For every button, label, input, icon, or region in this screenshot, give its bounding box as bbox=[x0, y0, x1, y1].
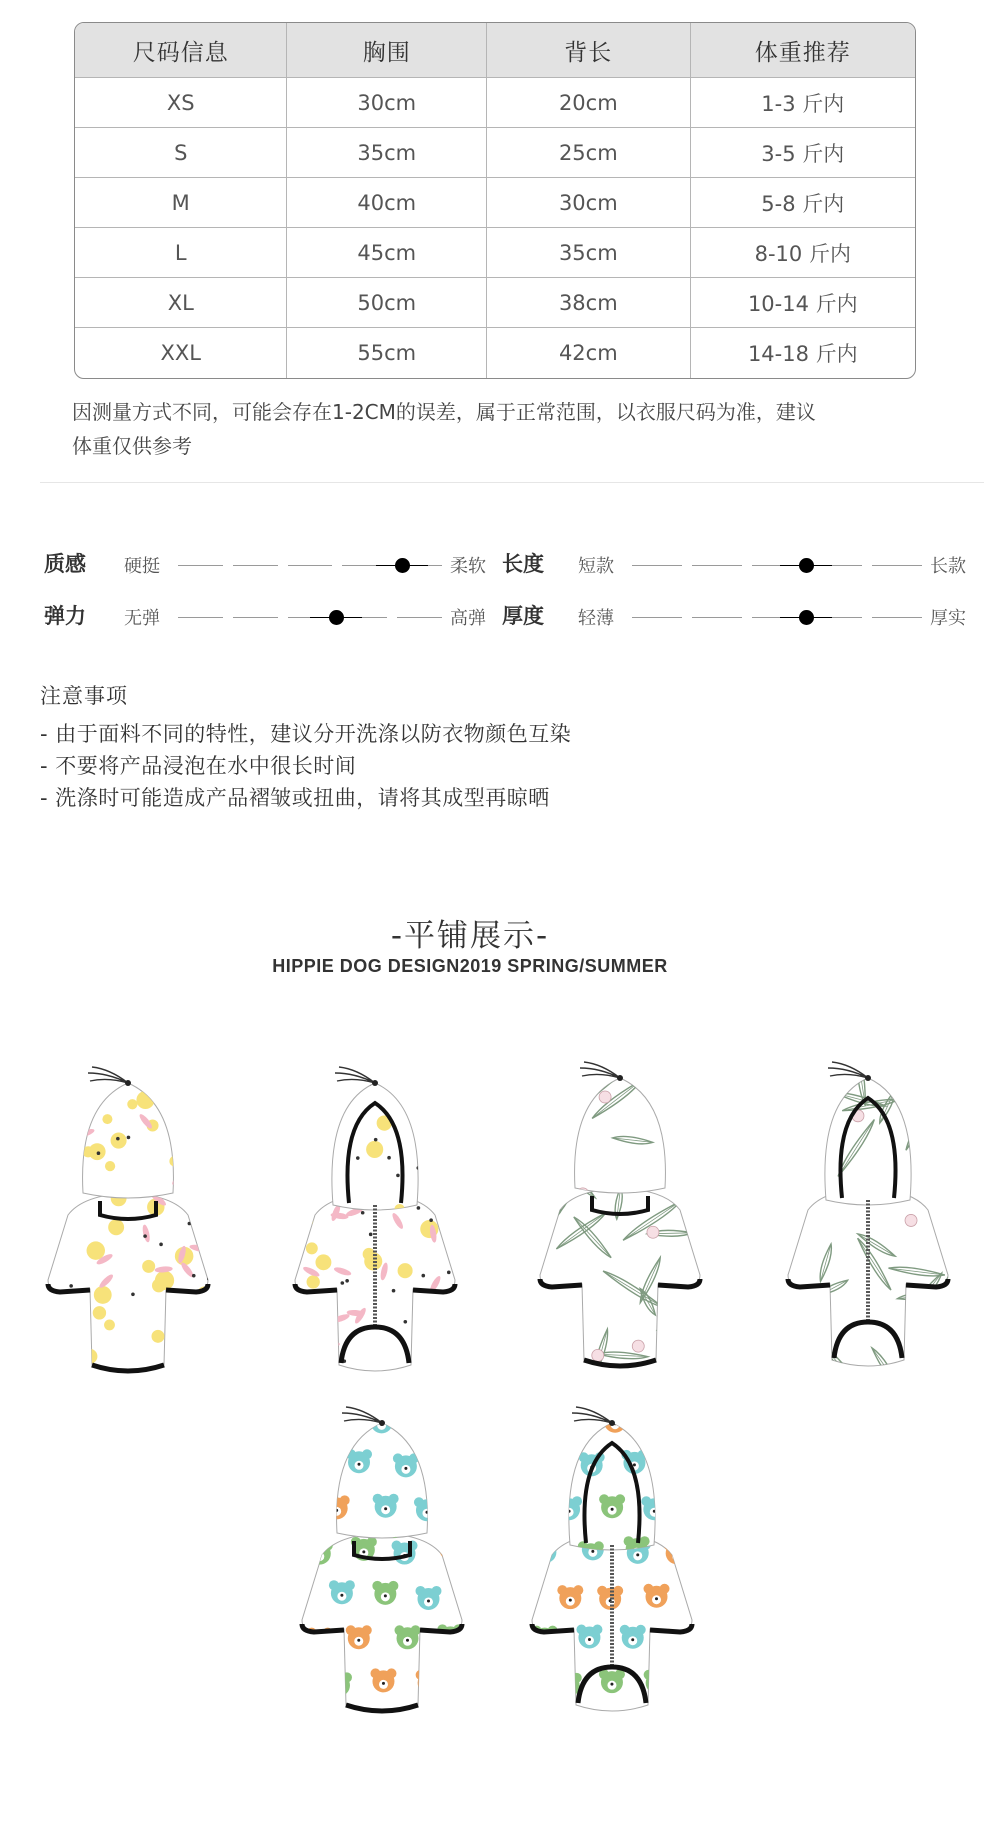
size-chart-header-row bbox=[75, 23, 915, 78]
garment-image bbox=[28, 1065, 228, 1395]
attribute-elasticity bbox=[44, 600, 486, 630]
garment-image bbox=[512, 1405, 712, 1735]
attribute-track-segment bbox=[233, 617, 278, 618]
attribute-track-segment bbox=[632, 617, 682, 618]
table-row bbox=[75, 178, 915, 228]
cell-chest: 50cm bbox=[287, 278, 487, 328]
attribute-thickness bbox=[502, 600, 972, 630]
attribute-track-segment bbox=[178, 617, 223, 618]
display-subtitle: HIPPIE DOG DESIGN2019 SPRING/SUMMER bbox=[272, 956, 668, 976]
attribute-level-dot bbox=[395, 558, 410, 573]
list-item: - 由于面料不同的特性，建议分开洗涤以防衣物颜色互染 bbox=[40, 722, 572, 746]
care-list bbox=[40, 718, 571, 814]
section-divider bbox=[40, 482, 984, 483]
display-title: -平铺展示- bbox=[390, 918, 550, 954]
cell-chest: 45cm bbox=[287, 228, 487, 278]
cell-back-length: 35cm bbox=[487, 228, 691, 278]
attribute-left-label: 短款 bbox=[578, 556, 614, 577]
cell-weight: 10-14 斤内 bbox=[691, 278, 915, 328]
care-title: 注意事项 bbox=[40, 684, 128, 708]
attribute-right-label: 柔软 bbox=[450, 556, 486, 577]
attribute-right-label: 厚实 bbox=[930, 608, 966, 629]
attribute-track-segment bbox=[397, 617, 442, 618]
attribute-length bbox=[502, 548, 972, 578]
cell-weight: 1-3 斤内 bbox=[691, 78, 915, 128]
garment-image bbox=[768, 1060, 968, 1390]
attribute-track-segment bbox=[692, 617, 742, 618]
attribute-right-label: 长款 bbox=[930, 556, 966, 577]
cell-back-length: 25cm bbox=[487, 128, 691, 178]
garment-svg bbox=[28, 1065, 228, 1395]
list-item: - 不要将产品浸泡在水中很长时间 bbox=[40, 754, 357, 778]
attribute-track-segment bbox=[632, 565, 682, 566]
garment-svg bbox=[512, 1405, 712, 1735]
attribute-left-label: 硬挺 bbox=[124, 556, 160, 577]
list-item: - 洗涤时可能造成产品褶皱或扭曲，请将其成型再晾晒 bbox=[40, 786, 550, 810]
table-row bbox=[75, 128, 915, 178]
header-chest: 胸围 bbox=[287, 23, 487, 78]
measurement-note-line: 体重仅供参考 bbox=[72, 434, 192, 458]
measurement-note bbox=[72, 395, 932, 463]
table-row bbox=[75, 328, 915, 378]
table-row bbox=[75, 78, 915, 128]
cell-weight: 8-10 斤内 bbox=[691, 228, 915, 278]
cell-size: S bbox=[75, 128, 287, 178]
attribute-right-label: 高弹 bbox=[450, 608, 486, 629]
attribute-level-dot bbox=[799, 610, 814, 625]
cell-chest: 40cm bbox=[287, 178, 487, 228]
cell-back-length: 30cm bbox=[487, 178, 691, 228]
attribute-track bbox=[632, 565, 922, 566]
attribute-name: 长度 bbox=[502, 552, 544, 576]
garment-svg bbox=[520, 1060, 720, 1390]
garment-image bbox=[275, 1065, 475, 1395]
cell-size: XS bbox=[75, 78, 287, 128]
attribute-left-label: 轻薄 bbox=[578, 608, 614, 629]
attribute-track-segment bbox=[178, 565, 223, 566]
table-row bbox=[75, 278, 915, 328]
cell-chest: 30cm bbox=[287, 78, 487, 128]
attribute-track bbox=[178, 617, 442, 618]
cell-back-length: 42cm bbox=[487, 328, 691, 378]
garment-svg bbox=[282, 1405, 482, 1735]
garment-image bbox=[520, 1060, 720, 1390]
cell-weight: 3-5 斤内 bbox=[691, 128, 915, 178]
cell-size: M bbox=[75, 178, 287, 228]
attribute-track-segment bbox=[233, 565, 278, 566]
attribute-track bbox=[632, 617, 922, 618]
garment-svg bbox=[768, 1060, 968, 1390]
cell-weight: 5-8 斤内 bbox=[691, 178, 915, 228]
cell-chest: 35cm bbox=[287, 128, 487, 178]
cell-back-length: 20cm bbox=[487, 78, 691, 128]
attribute-track bbox=[178, 565, 442, 566]
cell-back-length: 38cm bbox=[487, 278, 691, 328]
measurement-note-line: 因测量方式不同，可能会存在1-2CM的误差，属于正常范围，以衣服尺码为准，建议 bbox=[72, 400, 816, 424]
attribute-name: 弹力 bbox=[44, 604, 86, 628]
attribute-track-segment bbox=[288, 565, 333, 566]
attribute-left-label: 无弹 bbox=[124, 608, 160, 629]
attribute-track-segment bbox=[872, 617, 922, 618]
attribute-level-dot bbox=[799, 558, 814, 573]
cell-chest: 55cm bbox=[287, 328, 487, 378]
attribute-track-segment bbox=[872, 565, 922, 566]
table-row bbox=[75, 228, 915, 278]
header-weight: 体重推荐 bbox=[691, 23, 915, 78]
header-back-length: 背长 bbox=[487, 23, 691, 78]
size-chart-table bbox=[74, 22, 916, 379]
cell-size: XL bbox=[75, 278, 287, 328]
cell-size: L bbox=[75, 228, 287, 278]
attribute-name: 厚度 bbox=[502, 604, 544, 628]
cell-weight: 14-18 斤内 bbox=[747, 342, 858, 366]
garment-image bbox=[282, 1405, 482, 1735]
cell-size: XXL bbox=[75, 328, 287, 378]
attribute-texture bbox=[44, 548, 486, 578]
attribute-name: 质感 bbox=[44, 552, 86, 576]
attribute-track-segment bbox=[692, 565, 742, 566]
attribute-level-dot bbox=[329, 610, 344, 625]
garment-svg bbox=[275, 1065, 475, 1395]
header-size: 尺码信息 bbox=[75, 23, 287, 78]
